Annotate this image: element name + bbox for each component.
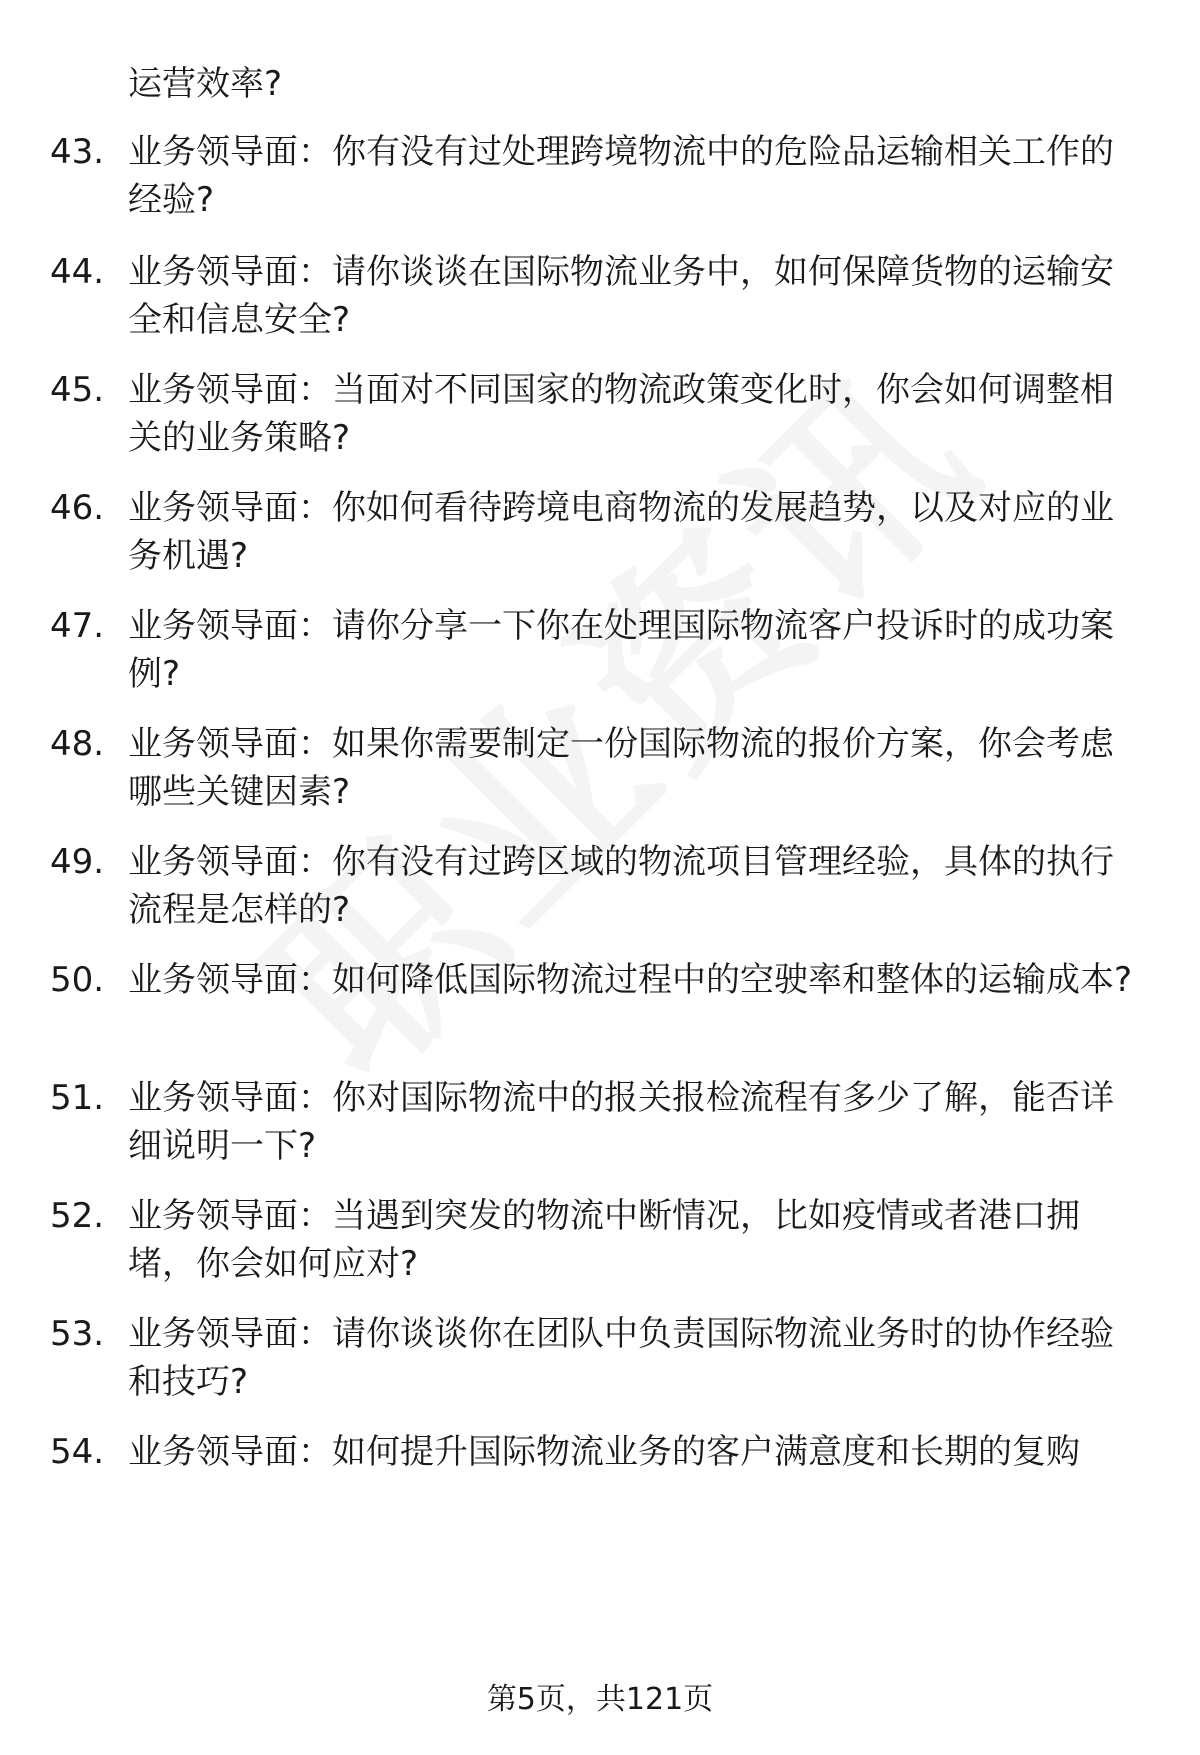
question-text: 业务领导面：你有没有过跨区域的物流项目管理经验，具体的执行流程是怎样的? <box>128 842 1114 930</box>
question-number: 44. <box>50 252 105 292</box>
question-number: 52. <box>50 1196 105 1236</box>
question-number: 54. <box>50 1432 105 1472</box>
question-text: 业务领导面：请你谈谈你在团队中负责国际物流业务时的协作经验和技巧? <box>128 1314 1114 1402</box>
question-text: 业务领导面：当遇到突发的物流中断情况，比如疫情或者港口拥堵，你会如何应对? <box>128 1196 1080 1284</box>
question-text: 业务领导面：你对国际物流中的报关报检流程有多少了解，能否详细说明一下? <box>128 1078 1114 1166</box>
question-number: 50. <box>50 960 105 1000</box>
question-text: 业务领导面：如何提升国际物流业务的客户满意度和长期的复购 <box>128 1432 1080 1472</box>
question-text: 业务领导面：当面对不同国家的物流政策变化时，你会如何调整相关的业务策略? <box>128 370 1114 458</box>
question-text: 业务领导面：如果你需要制定一份国际物流的报价方案，你会考虑哪些关键因素? <box>128 724 1114 812</box>
question-text: 业务领导面：你如何看待跨境电商物流的发展趋势，以及对应的业务机遇? <box>128 488 1114 576</box>
continued-text: 运营效率? <box>128 64 283 104</box>
question-text: 业务领导面：如何降低国际物流过程中的空驶率和整体的运输成本? <box>128 960 1133 1000</box>
question-number: 43. <box>50 132 105 172</box>
question-text: 业务领导面：请你谈谈在国际物流业务中，如何保障货物的运输安全和信息安全? <box>128 252 1114 340</box>
question-number: 49. <box>50 842 105 882</box>
question-number: 48. <box>50 724 105 764</box>
question-number: 46. <box>50 488 105 528</box>
question-number: 51. <box>50 1078 105 1118</box>
page-footer: 第5页，共121页 <box>486 1682 714 1717</box>
question-number: 45. <box>50 370 105 410</box>
question-text: 业务领导面：你有没有过处理跨境物流中的危险品运输相关工作的经验? <box>128 132 1114 220</box>
question-text: 业务领导面：请你分享一下你在处理国际物流客户投诉时的成功案例? <box>128 606 1114 694</box>
question-number: 47. <box>50 606 105 646</box>
question-number: 53. <box>50 1314 105 1354</box>
